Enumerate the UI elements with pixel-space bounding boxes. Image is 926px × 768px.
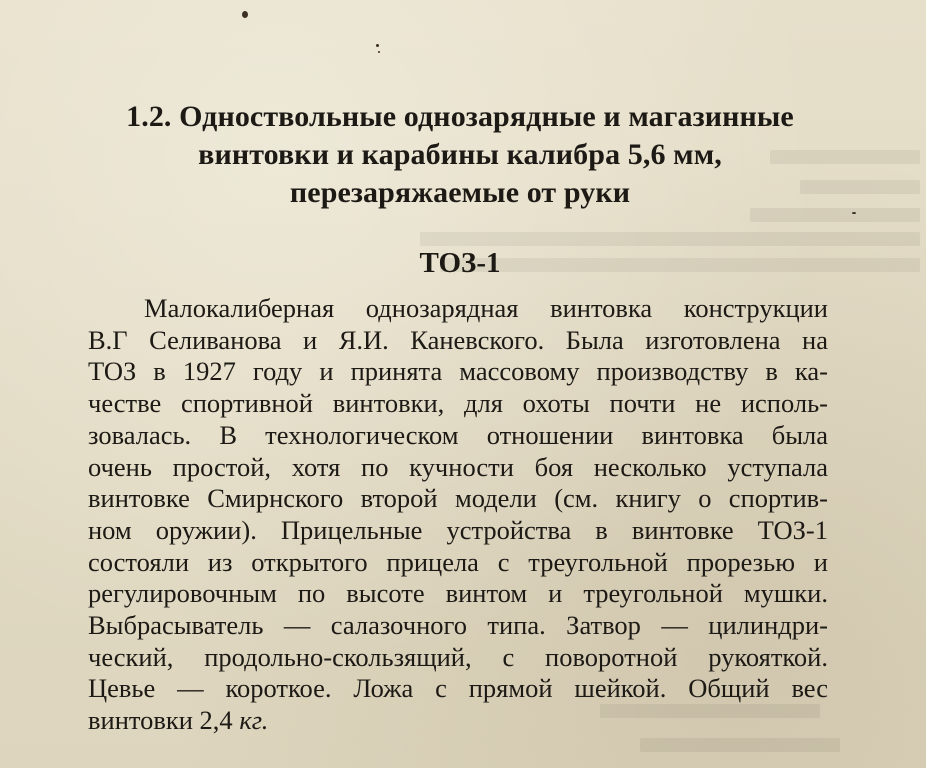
text-line-last bbox=[88, 705, 828, 737]
text-line-last-content: винтовки 2,4 bbox=[88, 705, 233, 736]
section-heading-line: винтовки и карабины калибра 5,6 мм, bbox=[198, 138, 722, 171]
text-line: ТОЗ в 1927 году и принята массовому производству в ка- bbox=[88, 356, 828, 387]
text-line: Выбрасыватель — салазочного типа. Затвор — цилиндри- bbox=[88, 610, 828, 641]
text-line: честве спортивной винтовки, для охоты почти не исполь- bbox=[88, 388, 828, 419]
model-title: ТОЗ-1 bbox=[419, 247, 501, 279]
section-heading-line: перезаряжаемые от руки bbox=[289, 176, 631, 209]
section-heading bbox=[60, 98, 860, 212]
text-line: состояли из открытого прицела с треугольной прорезью и bbox=[88, 546, 828, 577]
weight-unit: кг. bbox=[239, 705, 269, 736]
ink-speck bbox=[852, 212, 856, 214]
text-line: ном оружии). Прицельные устройства в винтовке ТОЗ-1 bbox=[88, 514, 828, 545]
text-line: Малокалиберная однозарядная винтовка конструкции bbox=[144, 293, 828, 323]
ink-speck bbox=[378, 51, 380, 53]
section-heading-line: 1.2. Одноствольные однозарядные и магазинные bbox=[126, 100, 794, 133]
ink-speck bbox=[376, 44, 379, 47]
text-line: В.Г Селиванова и Я.И. Каневского. Была изготовлена на bbox=[88, 324, 828, 355]
text-line: очень простой, хотя по кучности боя несколько уступала bbox=[88, 451, 828, 482]
text-line: винтовке Смирнского второй модели (см. книгу о спортив- bbox=[88, 483, 828, 514]
text-line: Цевье — короткое. Ложа с прямой шейкой. Общий вес bbox=[88, 673, 828, 704]
body-paragraph bbox=[88, 293, 828, 737]
text-line: ческий, продольно-скользящий, с поворотной рукояткой. bbox=[88, 641, 828, 672]
text-line: зовалась. В технологическом отношении винтовка была bbox=[88, 419, 828, 450]
ink-speck bbox=[242, 11, 248, 18]
text-line: регулировочным по высоте винтом и треугольной мушки. bbox=[88, 578, 828, 609]
